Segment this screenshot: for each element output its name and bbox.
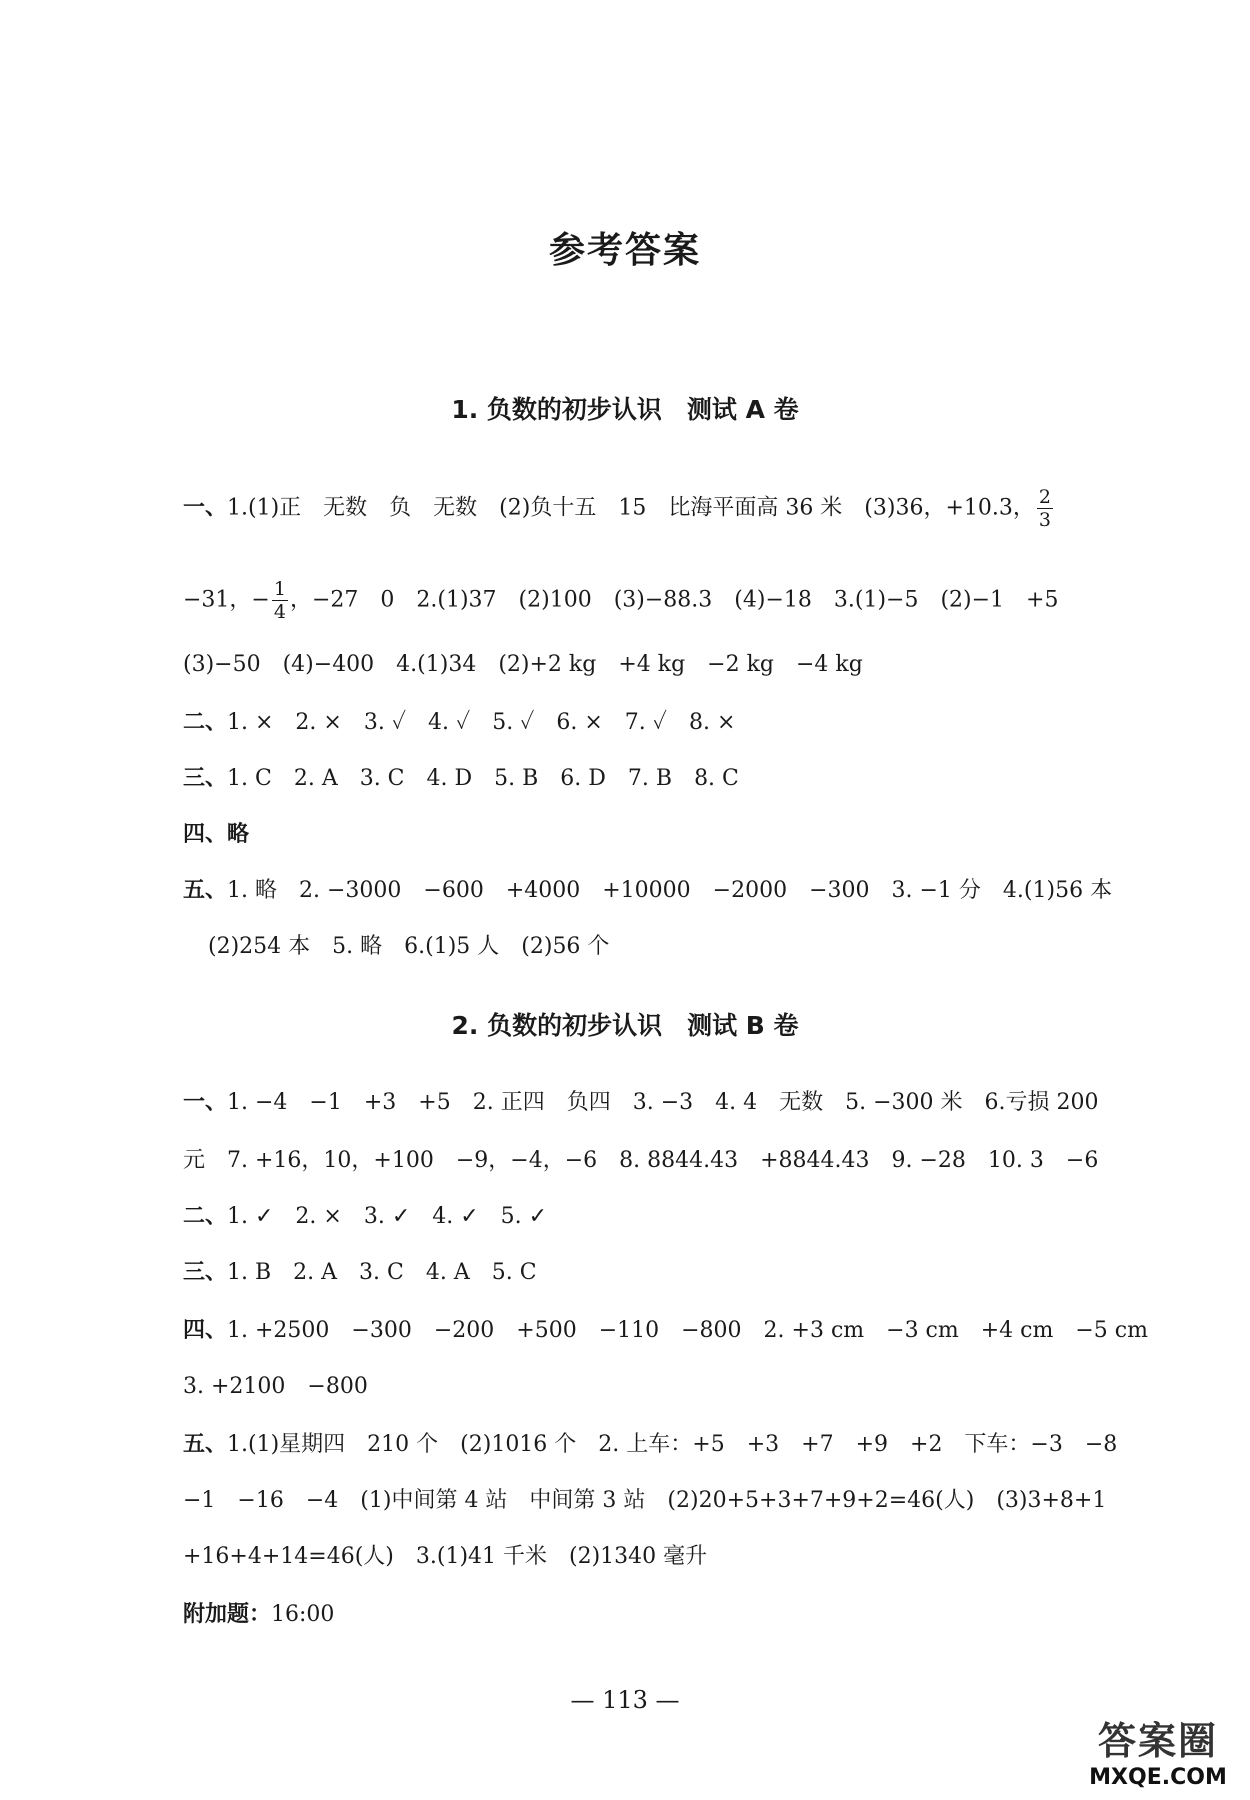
s1-label-4: 二、	[183, 710, 228, 735]
s1-line-6	[183, 820, 249, 850]
s2-text-3: 1. ✓ 2. × 3. ✓ 4. ✓ 5. ✓	[227, 1204, 548, 1229]
s2-text-7: 1.(1)星期四 210 个 (2)1016 个 2. 上车：+5 +3 +7 +9 +2 下车：−3 −8	[227, 1432, 1118, 1457]
watermark-bottom: MXQE.COM	[1089, 1765, 1227, 1790]
s1-text-4: 1. × 2. × 3. ✓ 4. ✓ 5. ✓ 6. × 7. ✓ 8. ×	[227, 710, 736, 735]
page-title: 参考答案	[548, 230, 701, 271]
fraction-two-thirds: $\frac{2}{3}$	[1038, 486, 1051, 531]
s2-label-10: 附加题：	[183, 1602, 272, 1627]
s2-label-7: 五、	[183, 1432, 228, 1457]
fraction-one-quarter: $\frac{1}{4}$	[273, 578, 286, 623]
s1-line-5	[183, 764, 739, 794]
section-2-heading: 2. 负数的初步认识 测试 B 卷	[451, 1011, 799, 1040]
s1-text-2a: −31，−	[183, 587, 270, 613]
s2-label-3: 二、	[183, 1204, 228, 1229]
s2-text-10: 16:00	[271, 1602, 335, 1627]
s2-line-1	[183, 1088, 1098, 1118]
s2-line-4	[183, 1258, 537, 1288]
s1-line-1	[183, 486, 1055, 531]
s1-text-1: 1.(1)正 无数 负 无数 (2)负十五 15 比海平面高 36 米 (3)36，+10.3，	[227, 495, 1035, 521]
page-number: — 113 —	[570, 1686, 680, 1714]
s1-label-1: 一、	[183, 495, 228, 521]
s1-line-7	[183, 876, 1112, 906]
s2-text-1: 1. −4 −1 +3 +5 2. 正四 负四 3. −3 4. 4 无数 5. −300 米 6.亏损 200	[227, 1090, 1099, 1115]
section-1-heading: 1. 负数的初步认识 测试 A 卷	[451, 395, 799, 424]
s2-line-8: −1 −16 −4 (1)中间第 4 站 中间第 3 站 (2)20+5+3+7+9+2=46(人) (3)3+8+1	[183, 1488, 1107, 1513]
s1-line-2	[183, 578, 1058, 623]
s1-label-5: 三、	[183, 766, 228, 791]
s1-line-8: (2)254 本 5. 略 6.(1)5 人 (2)56 个	[208, 934, 610, 959]
s2-line-7	[183, 1430, 1117, 1460]
watermark-top: 答案圈	[1097, 1719, 1218, 1763]
s2-text-4: 1. B 2. A 3. C 4. A 5. C	[227, 1260, 537, 1285]
s1-line-3: (3)−50 (4)−400 4.(1)34 (2)+2 kg +4 kg −2 kg −4 kg	[183, 652, 863, 677]
s1-text-2b: ，−27 0 2.(1)37 (2)100 (3)−88.3 (4)−18 3.(1)−5 (2)−1 +5	[289, 587, 1059, 613]
s1-line-4	[183, 708, 735, 738]
s2-line-6: 3. +2100 −800	[183, 1374, 368, 1399]
s2-line-5	[183, 1316, 1148, 1346]
s2-line-10	[183, 1600, 334, 1630]
s2-line-9: +16+4+14=46(人) 3.(1)41 千米 (2)1340 毫升	[183, 1544, 708, 1569]
s2-text-5: 1. +2500 −300 −200 +500 −110 −800 2. +3 cm −3 cm +4 cm −5 cm	[227, 1318, 1148, 1343]
s1-text-7: 1. 略 2. −3000 −600 +4000 +10000 −2000 −300 3. −1 分 4.(1)56 本	[227, 878, 1113, 903]
s2-line-3	[183, 1202, 547, 1232]
s1-label-6: 四、	[183, 822, 228, 847]
s2-line-2: 元 7. +16，10，+100 −9，−4，−6 8. 8844.43 +8844.43 9. −28 10. 3 −6	[183, 1148, 1099, 1173]
s2-label-4: 三、	[183, 1260, 228, 1285]
s1-text-5: 1. C 2. A 3. C 4. D 5. B 6. D 7. B 8. C	[227, 766, 739, 791]
watermark-logo	[1078, 1710, 1238, 1790]
s2-label-1: 一、	[183, 1090, 228, 1115]
s2-label-5: 四、	[183, 1318, 228, 1343]
s1-label-7: 五、	[183, 878, 228, 903]
s1-text-6: 略	[227, 822, 250, 847]
